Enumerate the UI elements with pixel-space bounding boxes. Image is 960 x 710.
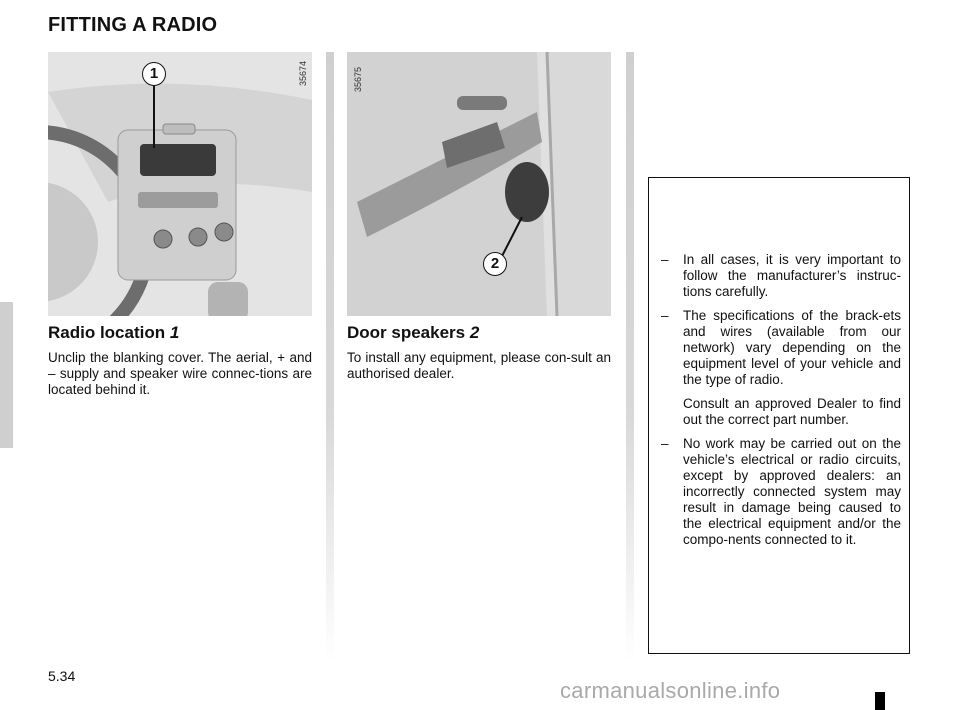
warning-note-box xyxy=(648,177,910,654)
paragraph-radio-location: Unclip the blanking cover. The aerial, + and – supply and speaker wire connec-tions are located behind it. xyxy=(48,350,312,397)
side-chapter-tab xyxy=(0,302,13,448)
heading-ref: 1 xyxy=(169,323,180,342)
note-item xyxy=(659,252,901,300)
figure-code: 35674 xyxy=(298,60,308,86)
bullet-dash: – xyxy=(661,252,669,267)
dashboard-illustration xyxy=(48,52,312,316)
column-rule-left xyxy=(326,52,334,662)
figure-code: 35675 xyxy=(353,66,363,92)
page-number: 5.34 xyxy=(48,668,76,684)
bullet-dash: – xyxy=(661,308,669,323)
heading-ref: 2 xyxy=(469,323,480,342)
figure-door-speakers xyxy=(347,52,611,316)
column-rule-right xyxy=(626,52,634,662)
note-text: In all cases, it is very important to follow the manufacturer’s instruc-tions carefully. xyxy=(683,252,901,299)
paragraph-door-speakers: To install any equipment, please con-sult an authorised dealer. xyxy=(347,350,611,381)
note-list xyxy=(659,252,901,556)
heading-text: Door speakers xyxy=(347,323,466,342)
note-text: No work may be carried out on the vehicle’s electrical or radio circuits, except by approved dealers: an incorrectly connected system may result in damage being caused to the electrical equipment and/or the compo-nents connected to it. xyxy=(683,436,901,547)
heading-text: Radio location xyxy=(48,323,166,342)
heading-door-speakers xyxy=(347,323,479,343)
callout-2: 2 xyxy=(483,252,507,276)
watermark: carmanualsonline.info xyxy=(560,678,781,703)
figure-radio-location xyxy=(48,52,312,316)
note-text: The specifications of the brack-ets and wires (available from our network) vary depending on the equipment level of your vehicle and the type of radio. xyxy=(683,308,901,387)
callout-1: 1 xyxy=(142,62,166,86)
page-title: FITTING A RADIO xyxy=(48,14,218,36)
bullet-dash: – xyxy=(661,436,669,451)
door-illustration xyxy=(347,52,611,316)
note-item xyxy=(659,436,901,548)
note-text: Consult an approved Dealer to find out the correct part number. xyxy=(683,396,901,427)
corner-mark xyxy=(875,692,885,710)
heading-radio-location xyxy=(48,323,179,343)
note-item xyxy=(659,308,901,428)
